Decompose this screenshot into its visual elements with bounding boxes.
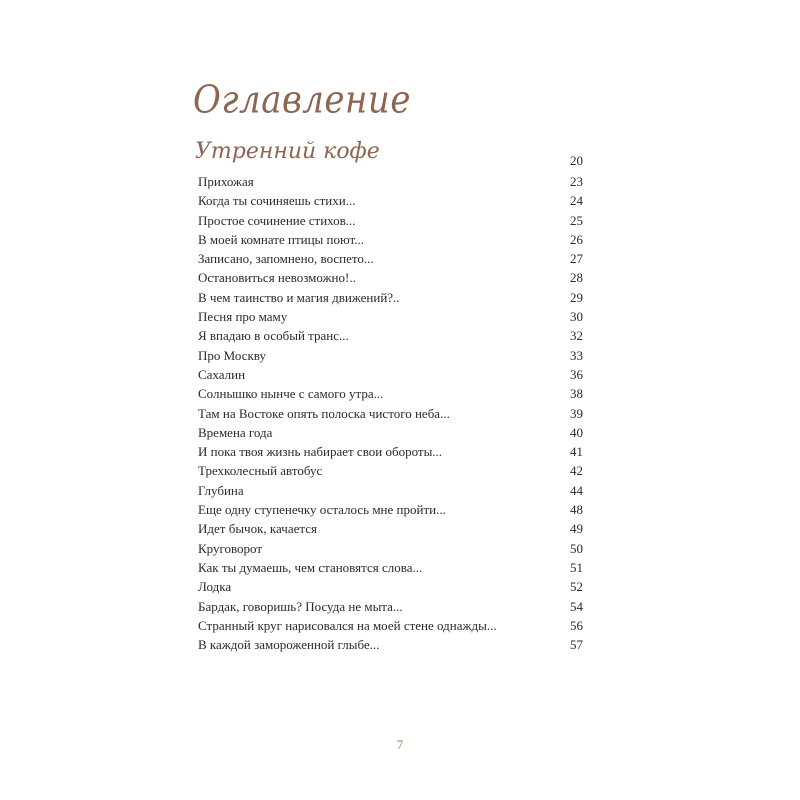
toc-entry [198,384,583,403]
toc-entry-title: Записано, запомнено, воспето... [198,251,374,267]
table-of-contents [198,172,583,654]
toc-entry-page: 52 [570,579,583,595]
toc-entry-title: Странный круг нарисовался на моей стене однажды... [198,617,497,633]
toc-entry-title: Глубина [198,482,244,498]
toc-entry [198,577,583,596]
toc-entry-title: Сахалин [198,366,246,382]
toc-entry-title: Как ты думаешь, чем становятся слова... [198,559,423,575]
toc-entry-title: Трехколесный автобус [198,463,323,479]
toc-entry [198,616,583,635]
toc-entry-page: 39 [570,405,583,421]
toc-entry [198,635,583,654]
toc-entry-page: 29 [570,289,583,305]
toc-entry-page: 54 [570,598,583,614]
toc-entry [198,268,583,287]
toc-entry [198,307,583,326]
toc-entry-title: Солнышко нынче с самого утра... [198,386,384,402]
toc-entry-title: Я впадаю в особый транс... [198,328,349,344]
toc-entry-title: Еще одну ступенечку осталось мне пройти... [198,502,446,518]
toc-entry-page: 33 [570,347,583,363]
toc-entry [198,500,583,519]
toc-entry-page: 48 [570,502,583,518]
toc-entry [198,326,583,345]
toc-entry-title: В чем таинство и магия движений?.. [198,289,400,305]
toc-entry-title: И пока твоя жизнь набирает свои обороты... [198,444,443,460]
toc-entry [198,539,583,558]
toc-entry [198,558,583,577]
section-title: Утренний кофе [195,139,380,164]
toc-entry [198,461,583,480]
toc-entry [198,172,583,191]
toc-entry-title: Идет бычок, качается [198,521,317,537]
toc-entry [198,288,583,307]
section-page-number: 20 [570,153,583,168]
toc-entry [198,249,583,268]
toc-entry-title: Остановиться невозможно!.. [198,270,356,286]
toc-entry-page: 49 [570,521,583,537]
toc-entry [198,191,583,210]
toc-entry-page: 30 [570,309,583,325]
toc-entry [198,211,583,230]
toc-entry-page: 50 [570,540,583,556]
page-title: Оглавление [193,78,411,123]
toc-entry [198,597,583,616]
toc-entry-title: В каждой замороженной глыбе... [198,637,380,653]
toc-entry-page: 42 [570,463,583,479]
toc-entry [198,519,583,538]
toc-entry-page: 32 [570,328,583,344]
toc-entry-title: Там на Востоке опять полоска чистого неба... [198,405,450,421]
toc-entry-page: 28 [570,270,583,286]
toc-entry-page: 38 [570,386,583,402]
toc-entry [198,442,583,461]
toc-entry [198,346,583,365]
toc-entry-page: 41 [570,444,583,460]
toc-entry-page: 51 [570,559,583,575]
toc-entry [198,230,583,249]
toc-entry-page: 40 [570,424,583,440]
toc-entry-title: Песня про маму [198,309,288,325]
toc-entry-page: 24 [570,193,583,209]
toc-entry-page: 26 [570,231,583,247]
toc-entry-page: 57 [570,637,583,653]
page-number: 7 [396,737,404,752]
toc-entry-title: Круговорот [198,540,263,556]
toc-entry-title: Бардак, говоришь? Посуда не мыта... [198,598,403,614]
toc-entry-page: 27 [570,251,583,267]
toc-entry-title: Простое сочинение стихов... [198,212,356,228]
toc-entry [198,365,583,384]
toc-entry-page: 44 [570,482,583,498]
toc-entry-page: 25 [570,212,583,228]
toc-entry-page: 23 [570,174,583,189]
toc-entry-page: 36 [570,366,583,382]
toc-entry-page: 56 [570,617,583,633]
toc-entry-title: В моей комнате птицы поют... [198,231,364,247]
toc-entry-title: Когда ты сочиняешь стихи... [198,193,356,209]
toc-entry-title: Времена года [198,424,273,440]
toc-entry [198,481,583,500]
toc-entry-title: Про Москву [198,347,266,363]
toc-entry-title: Прихожая [198,174,254,189]
toc-entry [198,423,583,442]
toc-entry [198,404,583,423]
toc-entry-title: Лодка [198,579,232,595]
